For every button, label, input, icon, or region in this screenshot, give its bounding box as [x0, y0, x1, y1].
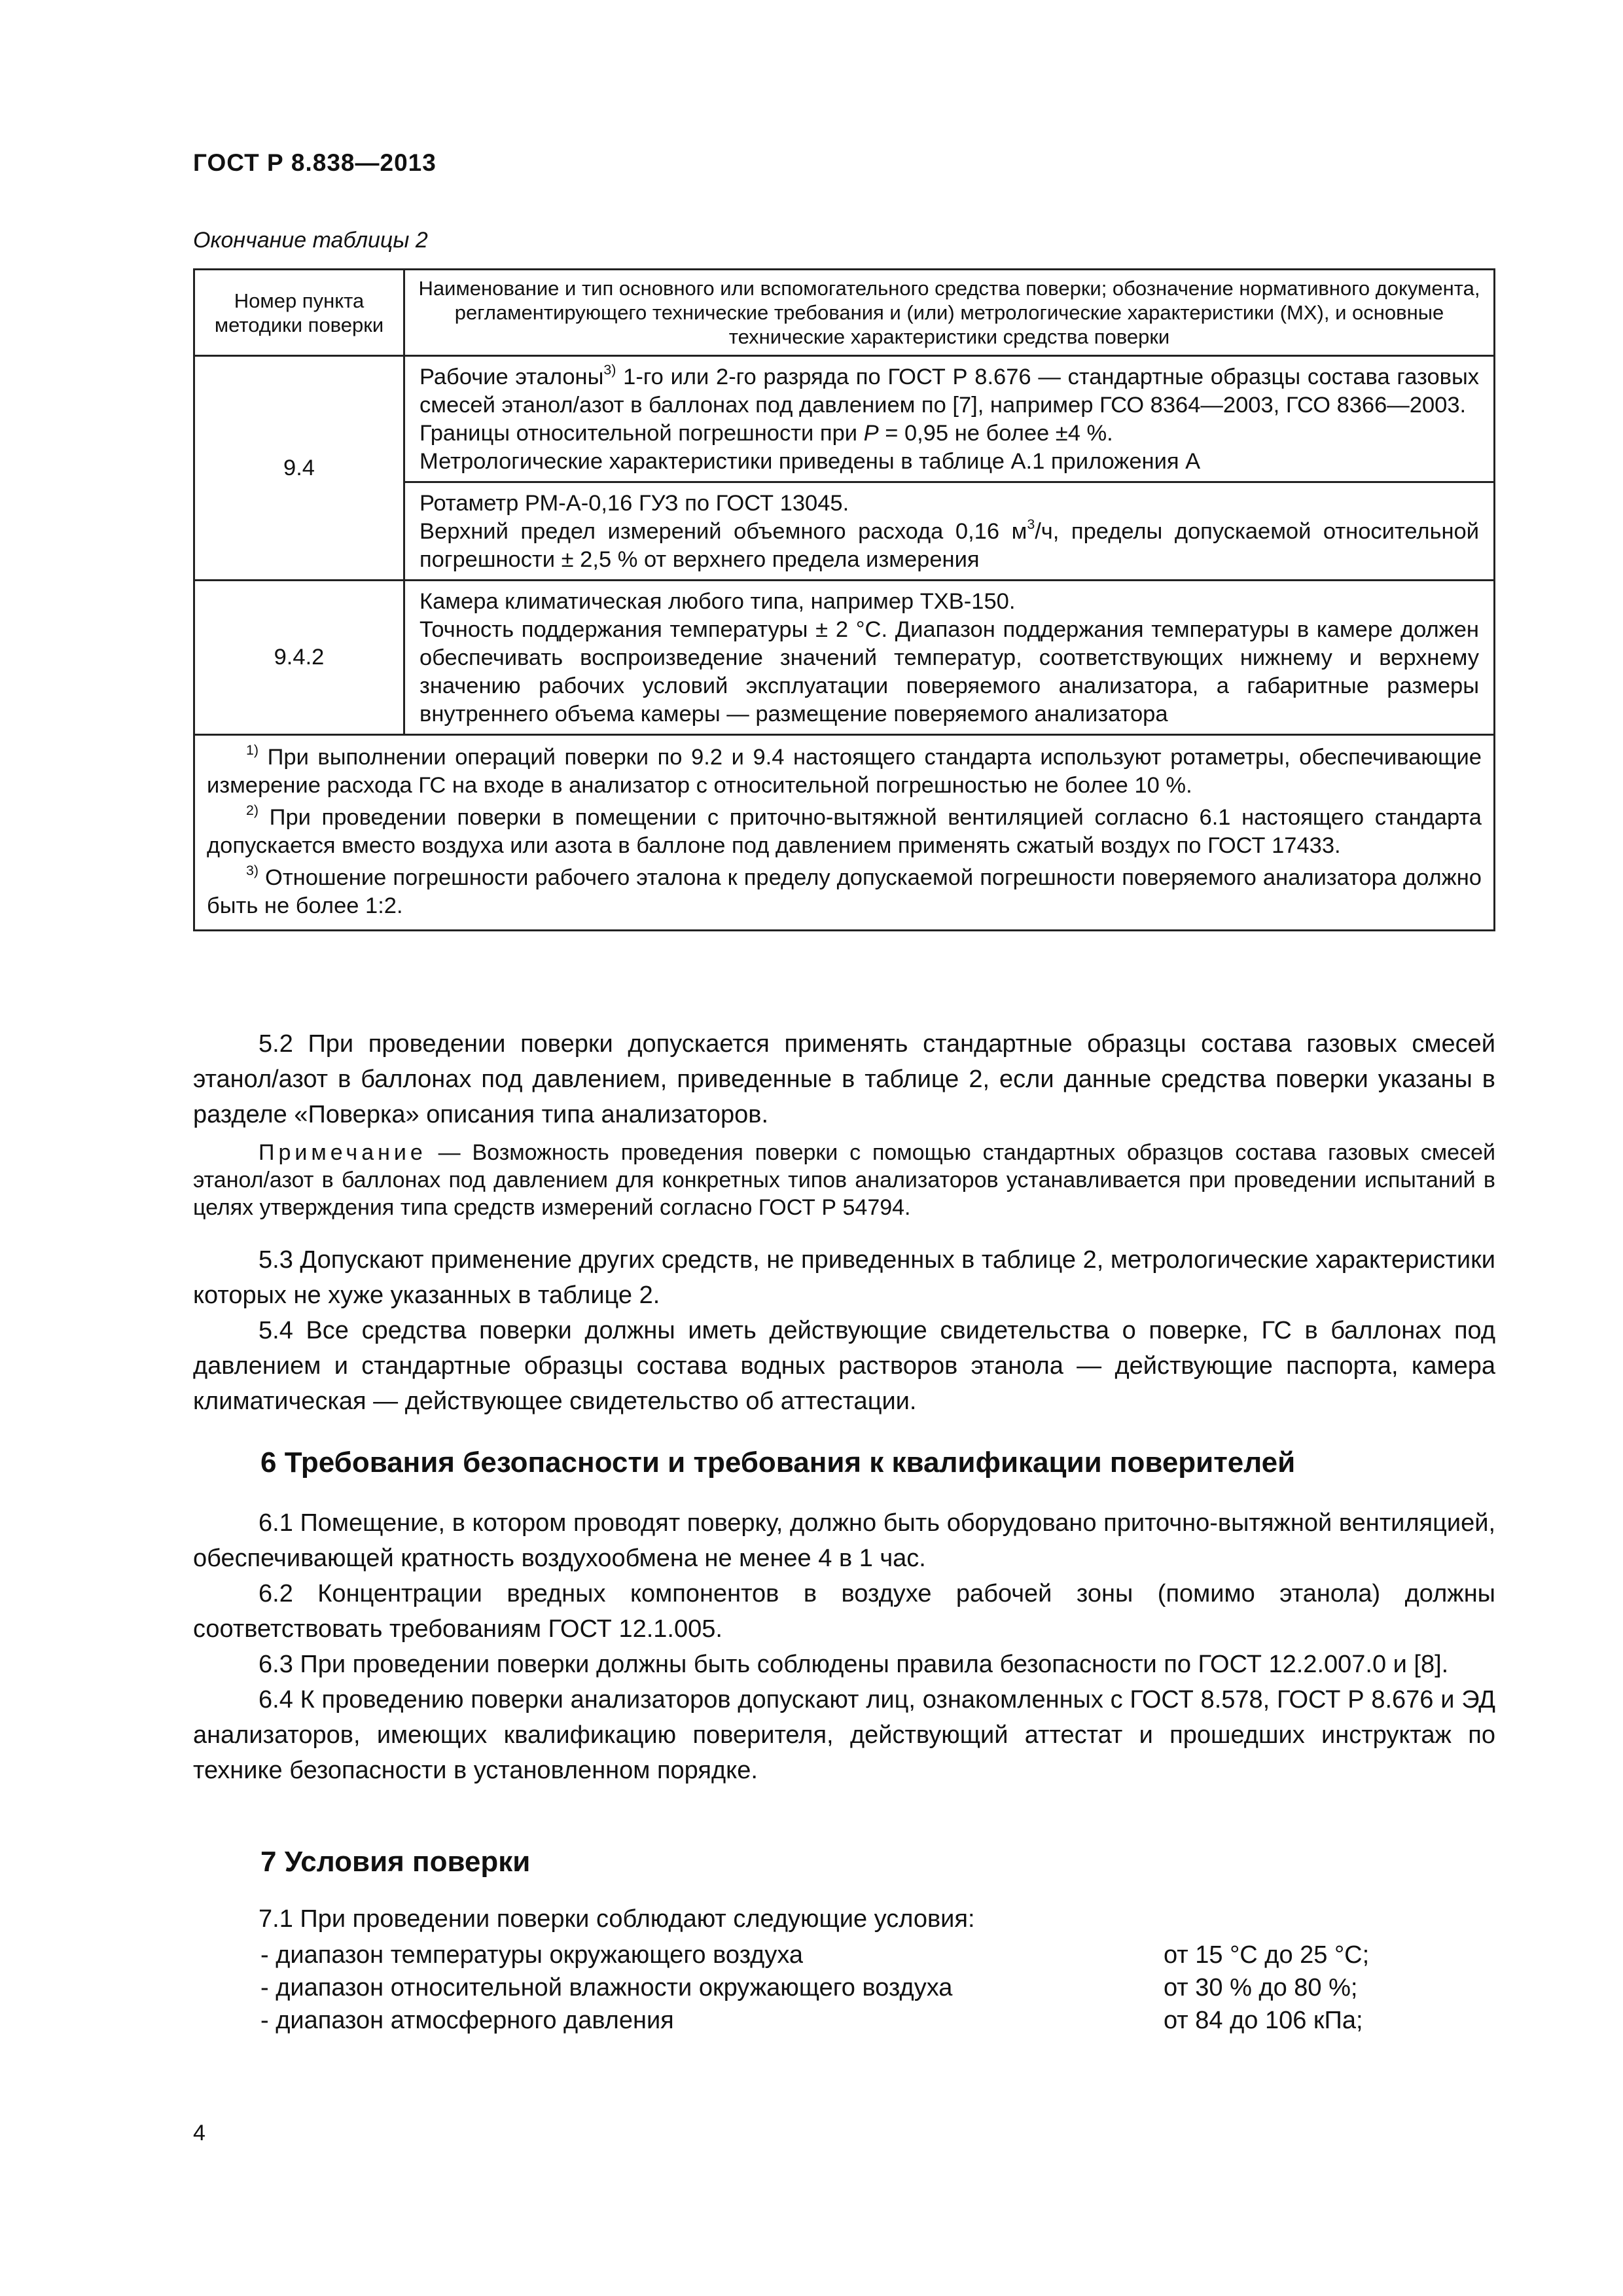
condition-row	[260, 2004, 1491, 2037]
item-number-cell: 9.4.2	[194, 581, 404, 735]
variable-symbol: P	[863, 421, 879, 446]
table-header-row	[194, 270, 1495, 356]
footnote-text: При проведении поверки в помещении с приточно-вытяжной вентиляцией согласно 6.1 настоящего стандарта допускается вместо воздуха или азота в баллоне под давлением применять сжатый воздух по ГОСТ 17433.	[207, 805, 1482, 858]
footnote-mark: 3)	[603, 362, 616, 378]
note-text: — Возможность проведения поверки с помощью стандартных образцов состава газовых смесей этанол/азот в баллонах под давлением для конкретных типов анализаторов устанавливается при проведении испытаний в целях утверждения типа средств измерений согласно ГОСТ Р 54794.	[193, 1140, 1495, 1220]
table-row	[194, 581, 1495, 735]
table-footnote	[207, 864, 1482, 920]
column-header-item: Номер пункта методики поверки	[194, 270, 404, 356]
paragraph: 5.4 Все средства поверки должны иметь действующие свидетельства о поверке, ГС в баллонах под давлением и стандартные образцы состава водных растворов этанола — действующие паспорта, камера климатическая — действующее свидетельство об аттестации.	[193, 1317, 1495, 1415]
table-footnote	[207, 804, 1482, 860]
table-caption: Окончание таблицы 2	[193, 228, 428, 253]
description-cell	[404, 356, 1495, 482]
condition-label: - диапазон относительной влажности окружающего воздуха	[260, 1974, 953, 2001]
note-label: Примечание	[259, 1140, 427, 1165]
section-6-heading: 6 Требования безопасности и требования к квалификации поверителей	[260, 1446, 1296, 1479]
footnote-mark: 1)	[246, 742, 259, 759]
section-5-2	[193, 1026, 1495, 1132]
condition-row	[260, 1939, 1491, 1971]
condition-value: от 30 % до 80 %;	[1164, 1974, 1358, 2001]
footnote-mark: 2)	[246, 802, 259, 819]
column-header-description: Наименование и тип основного или вспомогательного средства поверки; обозначение нормативного документа, регламентирующего технические требования и (или) метрологические характеристики (МХ), и основные технические характеристики средства поверки	[404, 270, 1495, 356]
description-line: Точность поддержания температуры ± 2 °С. Диапазон поддержания температуры в камере должен обеспечивать воспроизведение значений температур, соответствующих нижнему и верхнему значению рабочих условий эксплуатации поверяемого анализатора, а габаритные размеры внутреннего объема камеры — размещение поверяемого анализатора	[419, 617, 1479, 726]
description-line: Камера климатическая любого типа, например ТХВ-150.	[419, 589, 1016, 614]
condition-value: от 84 до 106 кПа;	[1164, 2007, 1363, 2034]
condition-label: - диапазон температуры окружающего воздуха	[260, 1941, 804, 1969]
text-fragment: Рабочие эталоны	[419, 365, 604, 389]
footnote-mark: 3)	[246, 863, 259, 879]
section-7-heading: 7 Условия поверки	[260, 1846, 531, 1878]
section-7-intro	[193, 1901, 1495, 1937]
table-row	[194, 356, 1495, 482]
table-footnote	[207, 744, 1482, 800]
footnote-text: Отношение погрешности рабочего эталона к пределу допускаемой погрешности поверяемого анализатора должно быть не более 1:2.	[207, 865, 1482, 918]
paragraph: 6.3 При проведении поверки должны быть соблюдены правила безопасности по ГОСТ 12.2.007.0 и [8].	[259, 1651, 1449, 1678]
text-fragment: = 0,95 не более ±4 %.	[878, 421, 1113, 446]
section-5-3-5-4	[193, 1242, 1495, 1419]
item-number-cell: 9.4	[194, 356, 404, 581]
document-code: ГОСТ Р 8.838—2013	[193, 149, 437, 176]
superscript: 3	[1027, 516, 1035, 533]
note-paragraph	[193, 1139, 1495, 1221]
description-line	[419, 363, 1479, 420]
note-block	[193, 1139, 1495, 1221]
equipment-table	[193, 268, 1495, 931]
text-fragment: Границы относительной погрешности при	[419, 421, 864, 446]
description-line: Ротаметр РМ-А-0,16 ГУЗ по ГОСТ 13045.	[419, 491, 849, 516]
footnote-text: При выполнении операций поверки по 9.2 и 9.4 настоящего стандарта используют ротаметры, обеспечивающие измерение расхода ГС на входе в анализатор с относительной погрешностью не более 10 %.	[207, 745, 1482, 798]
description-cell	[404, 482, 1495, 581]
paragraph: 5.3 Допускают применение других средств, не приведенных в таблице 2, метрологические характеристики которых не хуже указанных в таблице 2.	[193, 1246, 1495, 1309]
paragraph: 6.2 Концентрации вредных компонентов в воздухе рабочей зоны (помимо этанола) должны соответствовать требованиям ГОСТ 12.1.005.	[193, 1580, 1495, 1643]
description-line	[419, 518, 1479, 574]
text-fragment: /ч, пределы допускаемой относительной погрешности ± 2,5 % от верхнего предела измерения	[419, 519, 1479, 572]
paragraph: 7.1 При проведении поверки соблюдают следующие условия:	[259, 1905, 975, 1933]
section-6-body	[193, 1505, 1495, 1788]
table-notes-row	[194, 735, 1495, 931]
condition-value: от 15 °С до 25 °С;	[1164, 1941, 1370, 1969]
description-line	[419, 420, 1479, 448]
paragraph: 5.2 При проведении поверки допускается применять стандартные образцы состава газовых смесей этанол/азот в баллонах под давлением, приведенные в таблице 2, если данные средства поверки указаны в разделе «Поверка» описания типа анализаторов.	[193, 1030, 1495, 1128]
page-number: 4	[193, 2121, 205, 2145]
text-fragment: 1-го или 2-го разряда по ГОСТ Р 8.676 — стандартные образцы состава газовых смесей этанол/азот в баллонах под давлением по [7], например ГСО 8364—2003, ГСО 8366—2003.	[419, 365, 1480, 418]
condition-label: - диапазон атмосферного давления	[260, 2007, 674, 2034]
text-fragment: Верхний предел измерений объемного расхода 0,16 м	[419, 519, 1027, 544]
paragraph: 6.1 Помещение, в котором проводят поверку, должно быть оборудовано приточно-вытяжной вентиляцией, обеспечивающей кратность воздухообмена не менее 4 в 1 час.	[193, 1509, 1495, 1572]
table-notes	[194, 735, 1495, 931]
description-line: Метрологические характеристики приведены в таблице А.1 приложения А	[419, 449, 1201, 474]
paragraph: 6.4 К проведению поверки анализаторов допускают лиц, ознакомленных с ГОСТ 8.578, ГОСТ Р 8.676 и ЭД анализаторов, имеющих квалификацию поверителя, действующий аттестат и прошедших инструктаж по технике безопасности в установленном порядке.	[193, 1686, 1495, 1784]
description-cell	[404, 581, 1495, 735]
condition-row	[260, 1971, 1491, 2004]
